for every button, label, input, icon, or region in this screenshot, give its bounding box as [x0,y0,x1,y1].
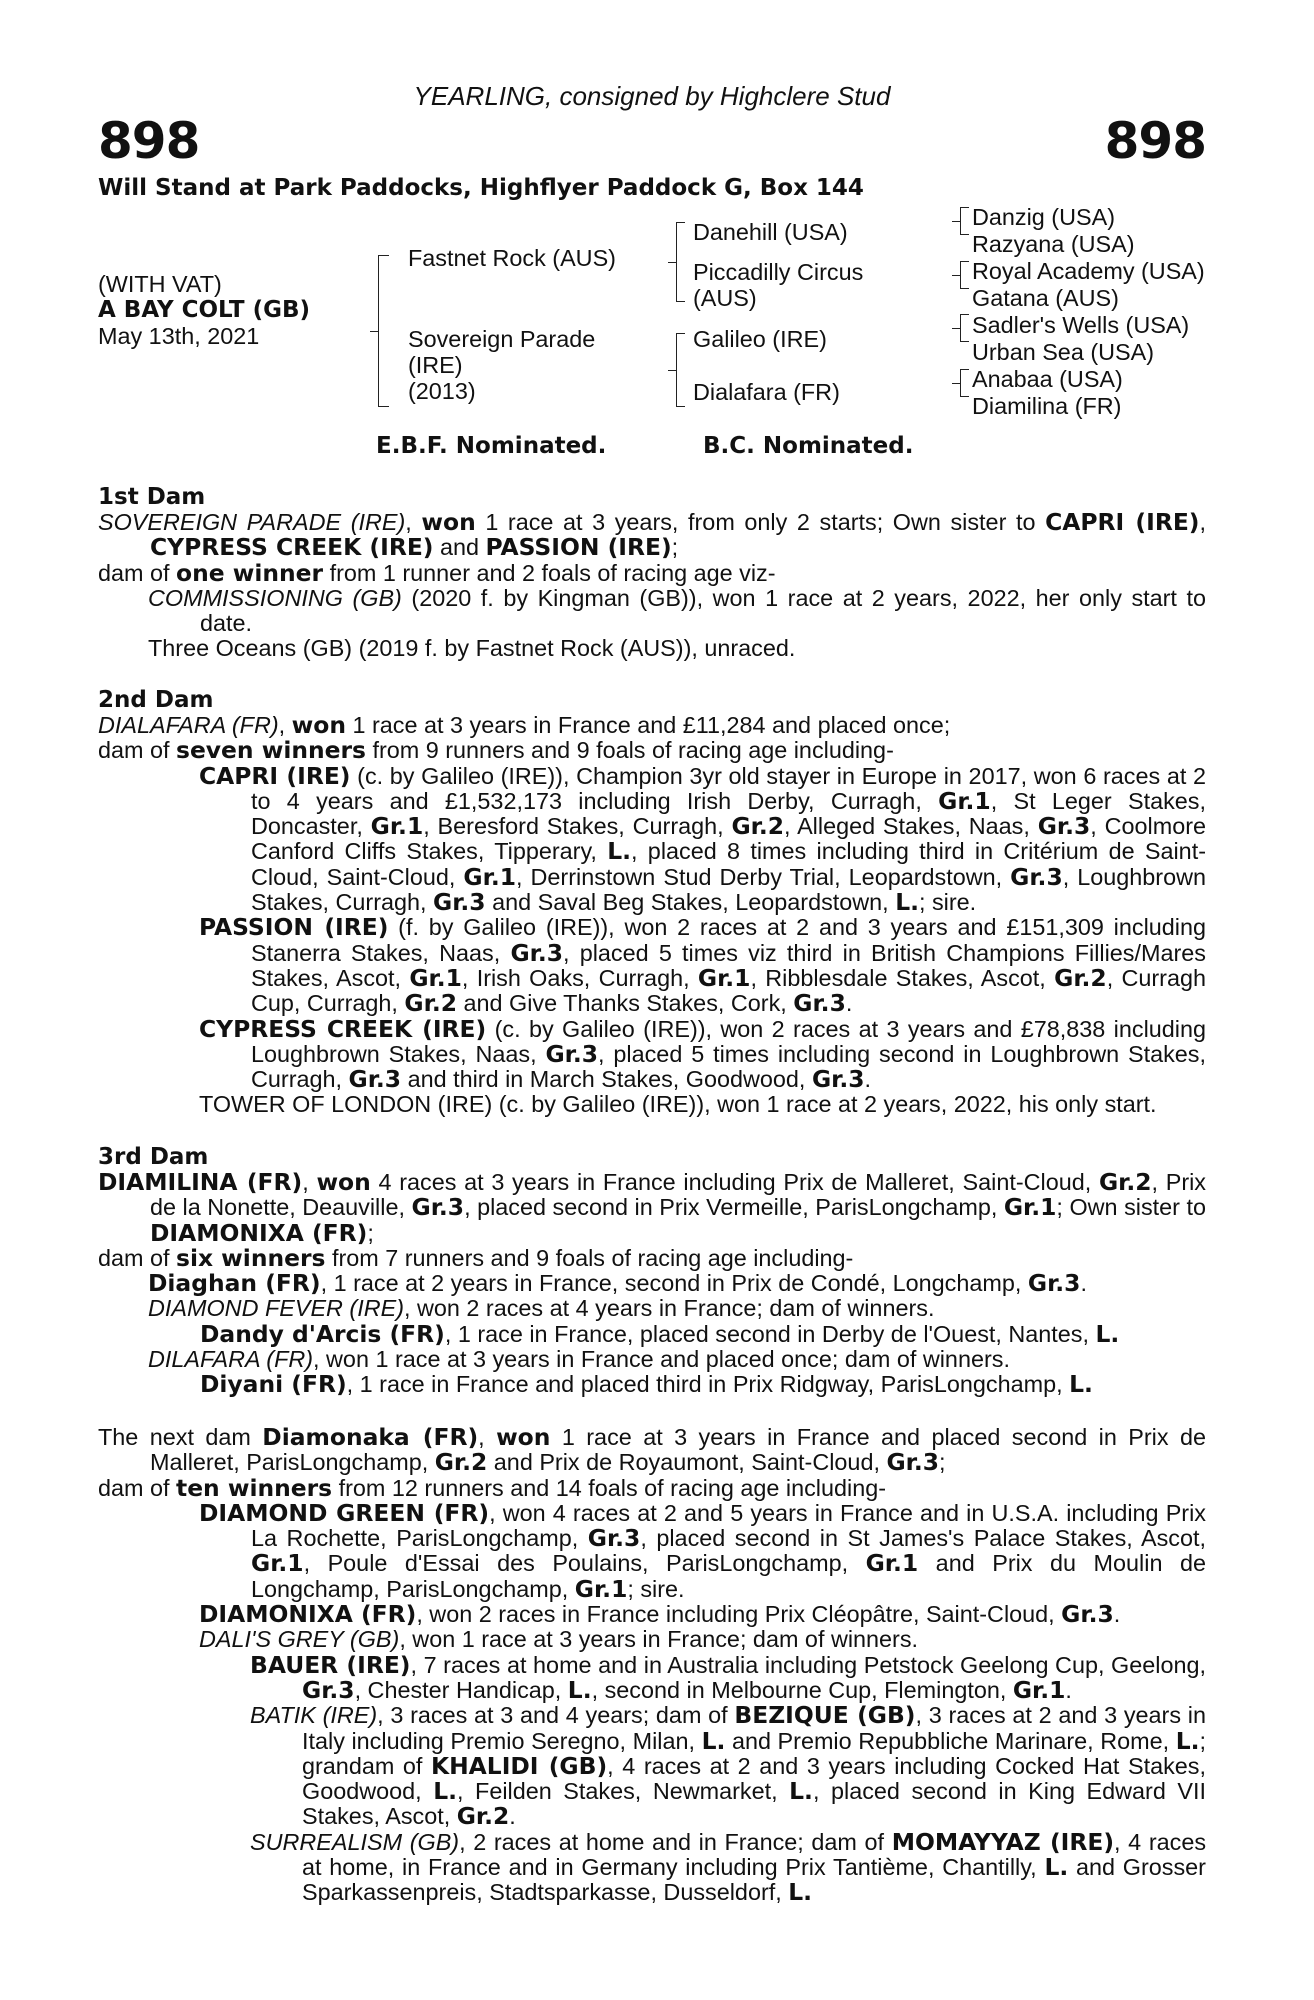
grade: Gr.1 [409,963,462,992]
horse-ref: CYPRESS CREEK (IRE) [199,1014,487,1043]
text: , placed second in St James's Palace Stakes, Ascot, [640,1525,1207,1552]
text: , [478,1424,497,1450]
text: . [509,1803,516,1830]
text: from 9 runners and 9 foals of racing age including- [365,737,894,764]
text: , won 1 race at 3 years in France; dam of winners. [399,1626,919,1653]
horse-ref: KHALIDI (GB) [430,1751,608,1780]
text: ; [367,1219,374,1246]
text: . [1113,1601,1121,1628]
lot-number-right: 898 [1104,112,1206,170]
grade: L. [607,837,632,866]
won-label: won [496,1423,551,1451]
consignment-line: YEARLING, consigned by Highclere Stud [413,81,891,111]
text: ; [671,534,679,561]
text: . [845,990,853,1017]
text: , Prix de la Nonette, Deauville, [150,1169,1207,1221]
grade: Gr.1 [1003,1193,1057,1222]
grade: Gr.1 [865,1549,919,1578]
text: and [433,534,486,561]
produce-entry [98,1092,1206,1117]
dam-dam: Dialafara (FR) [693,379,840,405]
grade: Gr.3 [545,1039,599,1068]
grade: Gr.3 [1027,1269,1081,1298]
text: , Chester Handicap, [354,1676,568,1703]
text: , placed 5 times viz third in British Champions Fillies/Mares Stakes, Ascot, [251,939,1206,991]
horse-ref: CAPRI (IRE) [199,761,351,790]
pedigree-brace-dam [676,333,685,407]
grade: Gr.3 [1010,862,1063,891]
grade: L. [1044,1853,1069,1882]
text: . [1065,1676,1072,1703]
grade: Gr.1 [697,963,751,992]
pedigree-brace-sd [960,261,969,289]
horse-ref: DIAMONIXA (FR) [150,1218,368,1247]
text: (2020 f. by Kingman (GB)), won 1 race at 2 years, 2022, her only start to date. [200,584,1206,637]
text: , 3 races at 2 and 3 years in Italy including Premio Seregno, Milan, [302,1702,1206,1754]
grade: Gr.2 [1098,1168,1152,1196]
second-dam-section [98,687,1206,1118]
text: , second in Melbourne Cup, Flemington, [591,1676,1013,1703]
produce-entry [98,1498,1207,1603]
text: , Derrinstown Stud Derby Trial, Leopardstown, [515,863,1011,890]
grade: Gr.1 [1012,1675,1066,1704]
text: TOWER OF LONDON (IRE) (c. by Galileo (IRE)), won 1 race at 2 years, 2022, his only start. [199,1091,1157,1118]
text: , Irish Oaks, Curragh, [461,964,698,991]
text: , [278,712,292,738]
text: , Coolmore Canford Cliffs Stakes, Tipperary, [251,813,1207,865]
third-dam-record [98,1170,1206,1246]
pedigree-brace-1 [378,255,389,407]
first-dam-produce-summary [98,558,1206,587]
ebf-nominated: E.B.F. Nominated. [376,433,607,459]
text: from 1 runner and 2 foals of racing age viz- [323,559,776,586]
grade: L. [895,888,919,917]
pedigree-brace-ds [960,314,969,342]
winners-count: ten winners [176,1473,333,1502]
grade: Gr.3 [1061,1600,1114,1629]
text: 1 race at 3 years in France and £11,284 and placed once; [345,712,951,738]
horse-ref: DALI'S GREY (GB) [199,1626,400,1653]
produce-entry [98,1650,1206,1704]
text: , [405,509,422,535]
next-dam-produce-summary [98,1473,1206,1502]
third-dam-name: DIAMILINA (FR) [98,1168,303,1196]
text: ; sire. [627,1575,685,1602]
text: . [1080,1270,1087,1297]
grade: Gr.3 [433,888,486,917]
text: , placed second in Prix Vermeille, ParisLongchamp, [464,1194,1004,1221]
produce-entry [98,1627,1206,1652]
gg-4: Gatana (AUS) [972,285,1119,311]
text: ; sire. [918,889,977,916]
dam-sire: Galileo (IRE) [693,326,827,352]
horse-ref: DIAMONIXA (FR) [199,1600,417,1629]
grade: Gr.3 [587,1524,641,1553]
third-dam-section [98,1144,1206,1398]
grade: Gr.1 [251,1549,304,1578]
horse-ref: BATIK (IRE) [250,1702,378,1729]
grade: L. [788,1878,813,1907]
text: , won 4 races at 2 and 5 years in France and in U.S.A. including Prix La Rochette, ParisLongchamp, [251,1499,1206,1552]
produce-entry [98,1271,1206,1296]
text: , 3 races at 3 and 4 years; dam of [377,1702,735,1729]
grade: L. [567,1675,592,1704]
text: (c. by Galileo (IRE)), Champion 3yr old stayer in Europe in 2017, won 6 races at 2 to 4 years and £1,532,173 including Irish Derby, Curragh, [251,762,1206,814]
grade: Gr.1 [370,812,424,841]
first-dam-section [98,484,1206,662]
first-dam-heading: 1st Dam [98,484,206,510]
text: , Curragh Cup, Curragh, [251,964,1206,1017]
horse-dob: May 13th, 2021 [98,323,260,349]
winners-count: seven winners [176,736,366,765]
first-dam-record [98,510,1206,561]
text: and third in March Stakes, Goodwood, [401,1066,812,1093]
text: , Feilden Stakes, Newmarket, [456,1778,790,1805]
pedigree-brace-ss [960,207,969,235]
text: , placed 5 times including second in Loughbrown Stakes, Curragh, [251,1040,1207,1093]
horse-ref: Diaghan (FR) [148,1269,321,1298]
text: and Prix du Moulin de Longchamp, ParisLongchamp, [251,1550,1206,1602]
horse-ref: PASSION (IRE) [485,533,672,562]
horse-name: A BAY COLT (GB) [98,297,311,323]
grade: L. [1175,1726,1200,1755]
text: , 4 races at 2 and 3 years including Cocked Hat Stakes, Goodwood, [302,1752,1206,1805]
horse-ref: SURREALISM (GB) [250,1828,460,1855]
text: ; [939,1449,946,1476]
second-dam-record [98,713,1206,738]
sire-dam-line1: Piccadilly Circus [693,259,864,285]
grade: Gr.1 [463,862,516,891]
gg-5: Sadler's Wells (USA) [972,312,1190,338]
text: dam of [98,559,177,586]
grade: Gr.1 [938,786,991,815]
text: , won 2 races at 4 years in France; dam of winners. [404,1295,935,1322]
dam-name-line2: (IRE) [408,352,463,378]
text: 4 races at 3 years in France including Prix de Malleret, Saint-Cloud, [370,1169,1099,1195]
text: , Loughbrown Stakes, Curragh, [251,863,1207,916]
horse-ref: Dandy d'Arcis (FR) [200,1319,445,1348]
grade: Gr.3 [348,1065,402,1094]
grade: L. [1069,1370,1093,1399]
produce-entry [98,1347,1206,1372]
won-label: won [421,508,476,536]
gg-3: Royal Academy (USA) [972,258,1205,284]
text: and Saval Beg Stakes, Leopardstown, [485,889,896,916]
produce-entry [98,1602,1206,1627]
produce-entry [98,761,1207,917]
text: , Poule d'Essai des Poulains, ParisLongchamp, [303,1550,866,1577]
grade: Gr.2 [731,812,785,841]
grade: Gr.1 [574,1574,628,1603]
gg-8: Diamilina (FR) [972,393,1122,419]
next-dam-name: Diamonaka (FR) [262,1423,479,1451]
sire-dam-line2: (AUS) [693,285,757,311]
text: , Ribblesdale Stakes, Ascot, [750,964,1055,991]
horse-ref: Diyani (FR) [200,1370,347,1399]
grade: Gr.2 [404,989,457,1018]
second-dam-heading: 2nd Dam [98,687,214,713]
sire-sire: Danehill (USA) [693,219,848,245]
next-dam-section [98,1425,1206,1906]
produce-entry [98,1703,1206,1829]
won-label: won [316,1168,371,1196]
text: , 4 races at home, in France and in Germany including Prix Tantième, Chantilly, [302,1828,1207,1881]
text: , 1 race in France, placed second in Derby de l'Ouest, Nantes, [444,1320,1096,1347]
text: dam of [98,1474,177,1501]
text: (f. by Galileo (IRE)), won 2 races at 2 and 3 years and £151,309 including Stanerra Stakes, Naas, [251,914,1207,966]
grade: Gr.3 [1037,812,1091,841]
horse-ref: COMMISSIONING (GB) [148,584,402,611]
text: , 7 races at home and in Australia including Petstock Geelong Cup, Geelong, [410,1651,1206,1678]
text: dam of [98,1244,177,1271]
text: from 12 runners and 14 foals of racing age including- [332,1474,887,1501]
horse-ref: BEZIQUE (GB) [734,1701,916,1730]
produce-entry [98,586,1206,637]
horse-ref: DILAFARA (FR) [148,1346,314,1373]
produce-entry [98,1296,1206,1321]
won-label: won [291,711,346,739]
pedigree-brace-sire [676,222,685,302]
stand-location: Will Stand at Park Paddocks, Highflyer Paddock G, Box 144 [98,175,864,201]
text: , 1 race at 2 years in France, second in Prix de Condé, Longchamp, [320,1270,1028,1297]
text: 1 race at 3 years in France and placed second in Prix de Malleret, ParisLongchamp, [150,1424,1206,1476]
gg-2: Razyana (USA) [972,231,1135,257]
vat-note: (WITH VAT) [98,271,222,297]
gg-6: Urban Sea (USA) [972,339,1154,365]
text: and Grosser Sparkassenpreis, Stadtsparkasse, Dusseldorf, [302,1854,1206,1906]
text: . [864,1066,871,1093]
second-dam-name: DIALAFARA (FR) [98,712,279,738]
grade: Gr.2 [456,1802,510,1831]
produce-entry [98,636,1206,661]
text: , [1199,509,1207,535]
text: , 1 race in France and placed third in Prix Ridgway, ParisLongchamp, [346,1371,1070,1398]
text: Three Oceans (GB) (2019 f. by Fastnet Rock (AUS)), unraced. [148,635,796,662]
produce-entry [98,1372,1206,1397]
grade: L. [701,1726,726,1755]
horse-ref: DIAMOND FEVER (IRE) [148,1295,405,1322]
text: ; Own sister to [1056,1194,1207,1221]
text: , 2 races at home and in France; dam of [459,1828,892,1855]
text: , [302,1169,317,1195]
grade: Gr.3 [811,1065,865,1094]
horse-ref: DIAMOND GREEN (FR) [199,1498,490,1527]
winners-count: one winner [176,558,324,587]
third-dam-heading: 3rd Dam [98,1144,209,1170]
text: , placed second in King Edward VII Stakes, Ascot, [302,1778,1206,1830]
third-dam-produce-summary [98,1243,1206,1272]
text: , Alleged Stakes, Naas, [784,813,1038,840]
gg-1: Danzig (USA) [972,204,1115,230]
text: , placed 8 times including third in Critérium de Saint-Cloud, Saint-Cloud, [251,838,1206,890]
grade: Gr.3 [411,1193,465,1222]
text: , won 2 races in France including Prix Cléopâtre, Saint-Cloud, [416,1601,1062,1628]
gg-7: Anabaa (USA) [972,366,1123,392]
next-dam-record [98,1425,1206,1476]
grade: Gr.3 [793,989,846,1018]
text: , St Leger Stakes, Doncaster, [251,787,1206,840]
dam-name-line3: (2013) [408,378,476,404]
text: ; grandam of [302,1727,1206,1779]
horse-ref: PASSION (IRE) [199,913,389,942]
produce-entry [98,1319,1206,1348]
grade: Gr.3 [302,1675,355,1704]
first-dam-name: SOVEREIGN PARADE (IRE) [98,509,406,535]
text: , Beresford Stakes, Curragh, [423,813,732,840]
produce-entry [98,915,1206,1016]
dam-name-line1: Sovereign Parade [408,326,596,352]
winners-count: six winners [176,1243,326,1272]
grade: Gr.2 [434,1448,488,1477]
text: dam of [98,737,177,764]
text: , won 1 race at 3 years in France and placed once; dam of winners. [313,1346,1010,1373]
second-dam-produce-summary [98,738,1206,763]
horse-ref: MOMAYYAZ (IRE) [891,1827,1115,1856]
text: 1 race at 3 years, from only 2 starts; Own sister to [475,509,1046,535]
pedigree-brace-dd [960,369,969,397]
text: The next dam [98,1424,263,1450]
horse-ref: BAUER (IRE) [250,1650,411,1679]
grade: Gr.3 [510,938,563,967]
horse-ref: CYPRESS CREEK (IRE) [150,533,434,562]
sire-name: Fastnet Rock (AUS) [408,245,616,271]
produce-entry [98,1014,1207,1094]
bc-nominated: B.C. Nominated. [703,433,914,459]
grade: L. [433,1777,457,1806]
grade: L. [1095,1319,1120,1348]
horse-ref: CAPRI (IRE) [1045,508,1200,536]
text: (c. by Galileo (IRE)), won 2 races at 3 years and £78,838 including Loughbrown Stakes, Naas, [251,1015,1207,1067]
grade: Gr.2 [1054,963,1107,992]
text: and Premio Repubbliche Marinare, Rome, [725,1727,1176,1754]
produce-entry [98,1827,1207,1907]
text: from 7 runners and 9 foals of racing age including- [325,1244,854,1271]
text: and Give Thanks Stakes, Cork, [456,990,794,1017]
lot-number-left: 898 [98,112,200,170]
text: and Prix de Royaumont, Saint-Cloud, [487,1449,887,1476]
grade: L. [789,1777,813,1806]
grade: Gr.3 [886,1448,940,1477]
